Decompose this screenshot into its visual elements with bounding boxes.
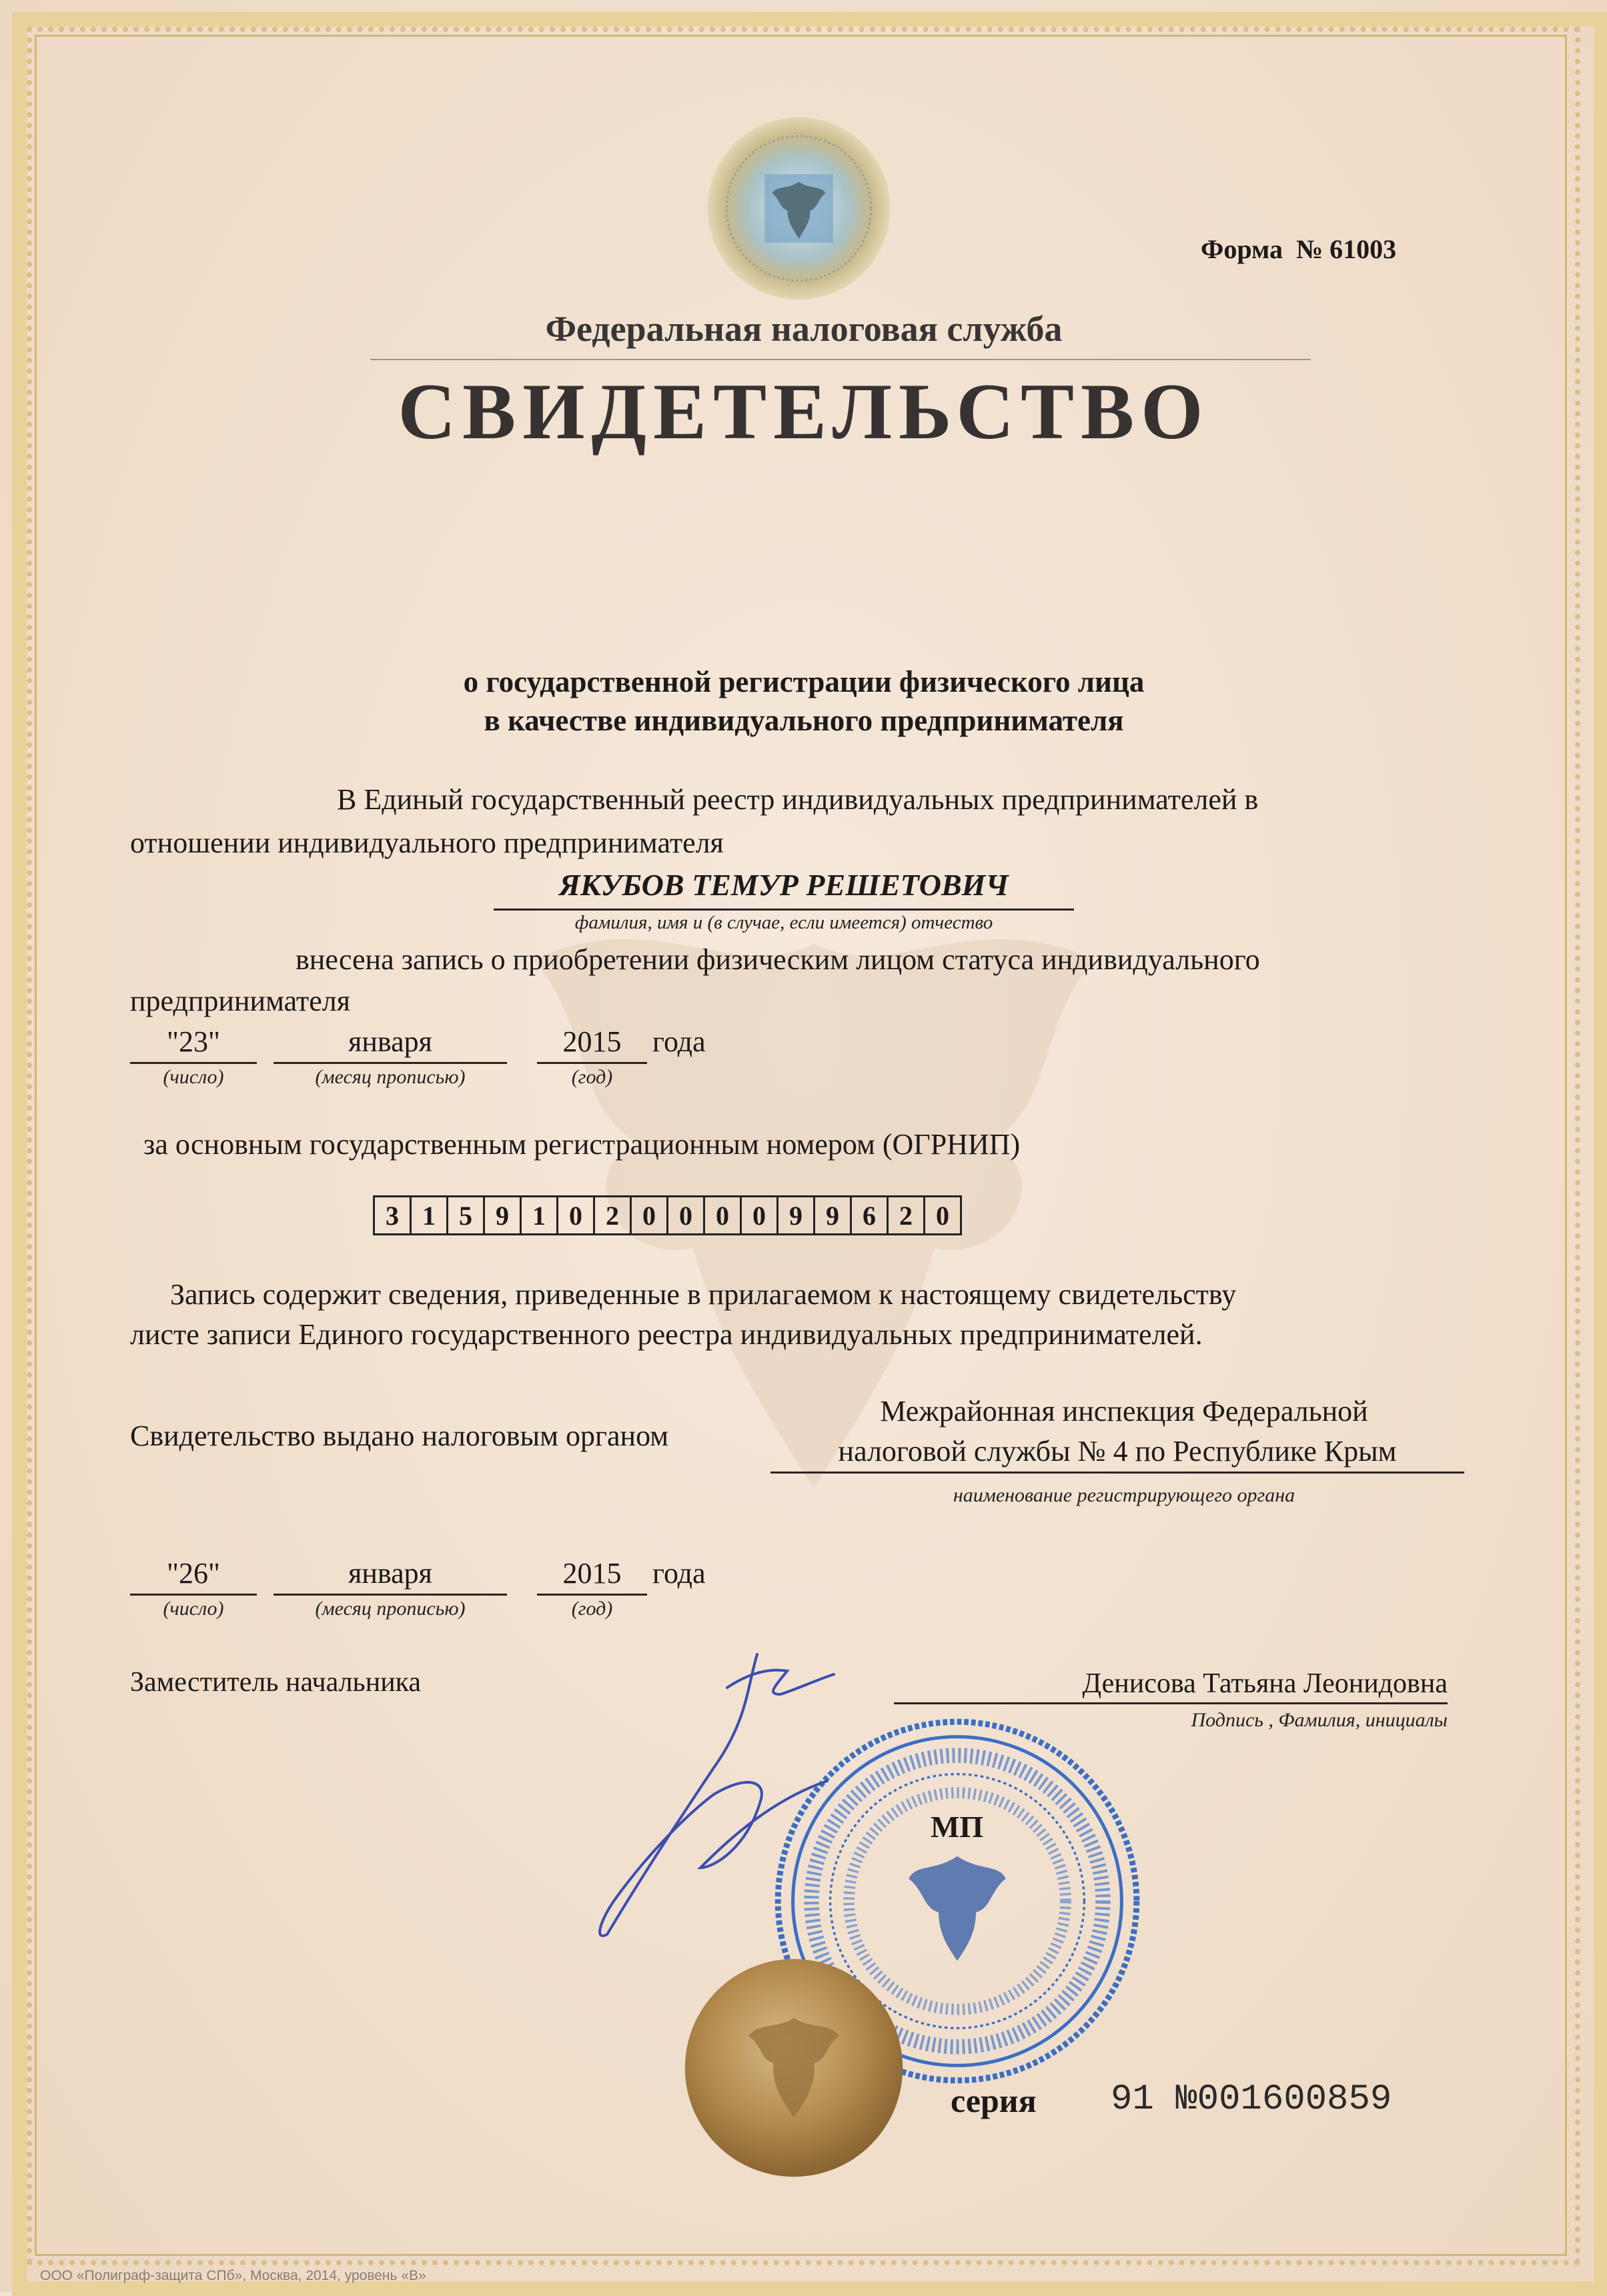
issue-month: января — [274, 1556, 507, 1596]
page-title: СВИДЕТЕЛЬСТВО — [398, 367, 1210, 456]
registration-year-suffix: года — [652, 1025, 706, 1058]
issue-day-caption: (число) — [163, 1598, 224, 1620]
record-line-2: листе записи Единого государственного реестра индивидуальных предпринимателей. — [130, 1318, 1203, 1351]
ogrnip-digit: 1 — [410, 1195, 448, 1235]
issue-year: 2015 — [537, 1556, 647, 1596]
entrepreneur-name: ЯКУБОВ ТЕМУР РЕШЕТОВИЧ — [494, 867, 1074, 911]
series-number: 91 №001600859 — [1111, 2079, 1392, 2120]
ogrnip-number — [375, 1195, 962, 1235]
entry-line-1: внесена запись о приобретении физическим лицом статуса индивидуального — [296, 943, 1260, 976]
entry-line-2: предпринимателя — [130, 985, 350, 1017]
registration-year: 2015 — [537, 1025, 647, 1064]
ogrnip-digit: 2 — [887, 1195, 925, 1235]
subtitle-line-1: о государственной регистрации физического лица — [463, 665, 1145, 698]
handwritten-signature — [547, 1648, 1027, 1948]
ogrnip-digit: 0 — [666, 1195, 705, 1235]
hologram-emblem-icon — [704, 113, 894, 304]
ogrnip-digit: 9 — [776, 1195, 815, 1235]
ogrnip-digit: 1 — [520, 1195, 558, 1235]
authority-line-2: налоговой службы № 4 по Республике Крым — [770, 1434, 1464, 1474]
authority-caption: наименование регистрирующего органа — [953, 1484, 1295, 1506]
registration-year-caption: (год) — [571, 1066, 613, 1088]
form-number — [1201, 233, 1396, 265]
signer-caption: Подпись , Фамилия, инициалы — [1191, 1709, 1448, 1731]
name-caption: фамилия, имя и (в случае, если имеется) отчество — [574, 912, 993, 933]
ogrnip-digit: 0 — [923, 1195, 962, 1235]
certificate-subtitle — [200, 662, 1408, 740]
divider — [370, 359, 1311, 360]
record-line-1: Запись содержит сведения, приведенные в прилагаемом к настоящему свидетельству — [170, 1278, 1237, 1311]
form-number-value: № 61003 — [1295, 234, 1397, 264]
ogrnip-digit: 3 — [373, 1195, 412, 1235]
signer-position: Заместитель начальника — [130, 1667, 422, 1698]
registration-month: января — [274, 1025, 507, 1064]
issue-year-caption: (год) — [571, 1598, 613, 1620]
ogrnip-digit: 0 — [630, 1195, 668, 1235]
ogrnip-digit: 0 — [703, 1195, 742, 1235]
ogrnip-digit: 0 — [740, 1195, 778, 1235]
intro-line-1: В Единый государственный реестр индивидуальных предпринимателей в — [337, 783, 1259, 816]
registration-day-caption: (число) — [163, 1066, 224, 1088]
form-label: Форма — [1201, 234, 1283, 264]
ogrnip-digit: 9 — [813, 1195, 852, 1235]
ogrnip-digit: 9 — [483, 1195, 522, 1235]
subtitle-line-2: в качестве индивидуального предпринимателя — [484, 704, 1124, 737]
stamp-place-label: МП — [931, 1810, 984, 1844]
ogrnip-digit: 6 — [850, 1195, 889, 1235]
agency-name: Федеральная налоговая служба — [545, 309, 1063, 349]
authority-line-1: Межрайонная инспекция Федеральной — [880, 1395, 1368, 1427]
issued-by-label: Свидетельство выдано налоговым органом — [130, 1419, 669, 1452]
issue-month-caption: (месяц прописью) — [315, 1598, 466, 1620]
series-label: серия — [951, 2082, 1037, 2119]
signer-name: Денисова Татьяна Леонидовна — [894, 1668, 1448, 1704]
registration-day: "23" — [130, 1025, 257, 1064]
ogrnip-label: за основным государственным регистрационным номером (ОГРНИП) — [143, 1128, 1021, 1161]
ogrnip-digit: 5 — [446, 1195, 485, 1235]
ogrnip-digit: 0 — [556, 1195, 595, 1235]
ogrnip-digit: 2 — [593, 1195, 632, 1235]
issue-year-suffix: года — [652, 1557, 706, 1590]
intro-line-2: отношении индивидуального предпринимателя — [130, 826, 724, 859]
gold-seal-icon — [680, 1954, 907, 2181]
issue-day: "26" — [130, 1556, 257, 1596]
printer-footer: ООО «Полиграф-защита СПб», Москва, 2014, уровень «В» — [40, 2268, 426, 2283]
registration-month-caption: (месяц прописью) — [315, 1066, 466, 1088]
